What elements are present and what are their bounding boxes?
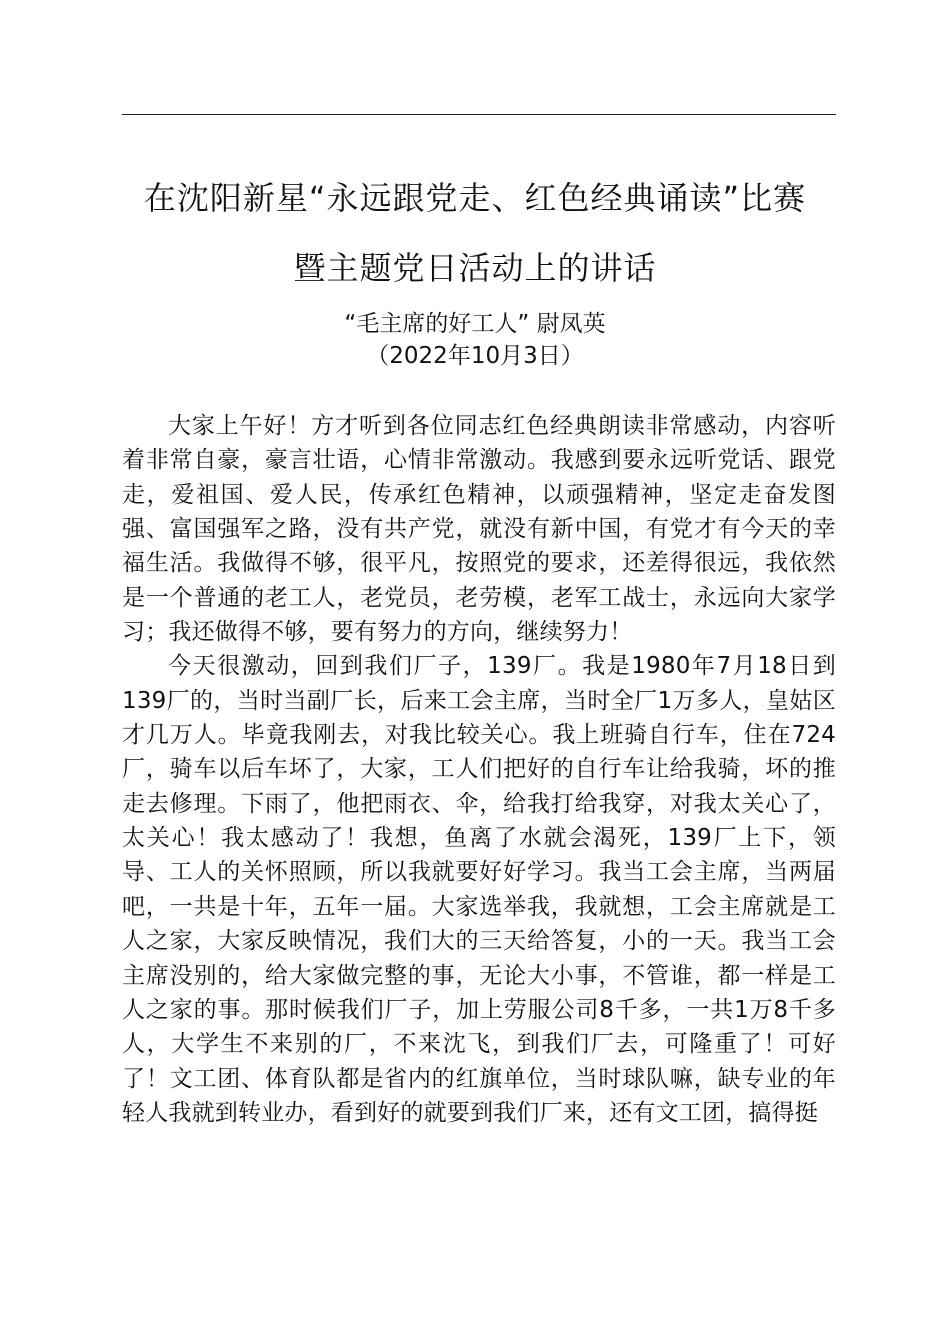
header-rule: [122, 114, 836, 115]
author-line: “毛主席的好工人” 尉凤英: [344, 311, 606, 337]
document-title-line-2: 暨主题党日活动上的讲话: [293, 249, 657, 287]
body-paragraph: 大家上午好！方才听到各位同志红色经典朗读非常感动，内容听着非常自豪，豪言壮语，心情非常激动。我感到要永远听党话、跟党走，爱祖国、爱人民，传承红色精神，以顽强精神，坚定走奋发图强、富国强军之路，没有共产党，就没有新中国，有党才有今天的幸福生活。我做得不够，很平凡，按照党的要求，还差得很远，我依然是一个普通的老工人，老党员，老劳模，老军工战士，永远向大家学习；我还做得不够，要有努力的方向，继续努力！: [122, 413, 836, 646]
body-paragraph: 今天很激动，回到我们厂子，139厂。我是1980年7月18日到139厂的，当时当副厂长，后来工会主席，当时全厂1万多人，皇姑区才几万人。毕竟我刚去，对我比较关心。我上班骑自行车，住在724厂，骑车以后车坏了，大家，工人们把好的自行车让给我骑，坏的推走去修理。下雨了，他把雨衣、伞，给我打给我穿，对我太关心了，太关心！我太感动了！我想，鱼离了水就会渴死，139厂上下，领导、工人的关怀照顾，所以我就要好好学习。我当工会主席，当两届吧，一共是十年，五年一届。大家选举我，我就想，工会主席就是工人之家，大家反映情况，我们大的三天给答复，小的一天。我当工会主席没别的，给大家做完整的事，无论大小事，不管谁，都一样是工人之家的事。那时候我们厂子，加上劳服公司8千多，一共1万8千多人，大学生不来别的厂，不来沈飞，到我们厂去，可隆重了！可好了！文工团、体育队都是省内的红旗单位，当时球队嘛，缺专业的年轻人我就到转业办，看到好的就要到我们厂来，还有文工团，搞得挺: [122, 653, 836, 1126]
document-title-line-1: 在沈阳新星“永远跟党走、红色经典诵读”比赛: [143, 179, 807, 217]
date-line: （2022年10月3日）: [366, 343, 584, 369]
document-body: [122, 409, 836, 1130]
